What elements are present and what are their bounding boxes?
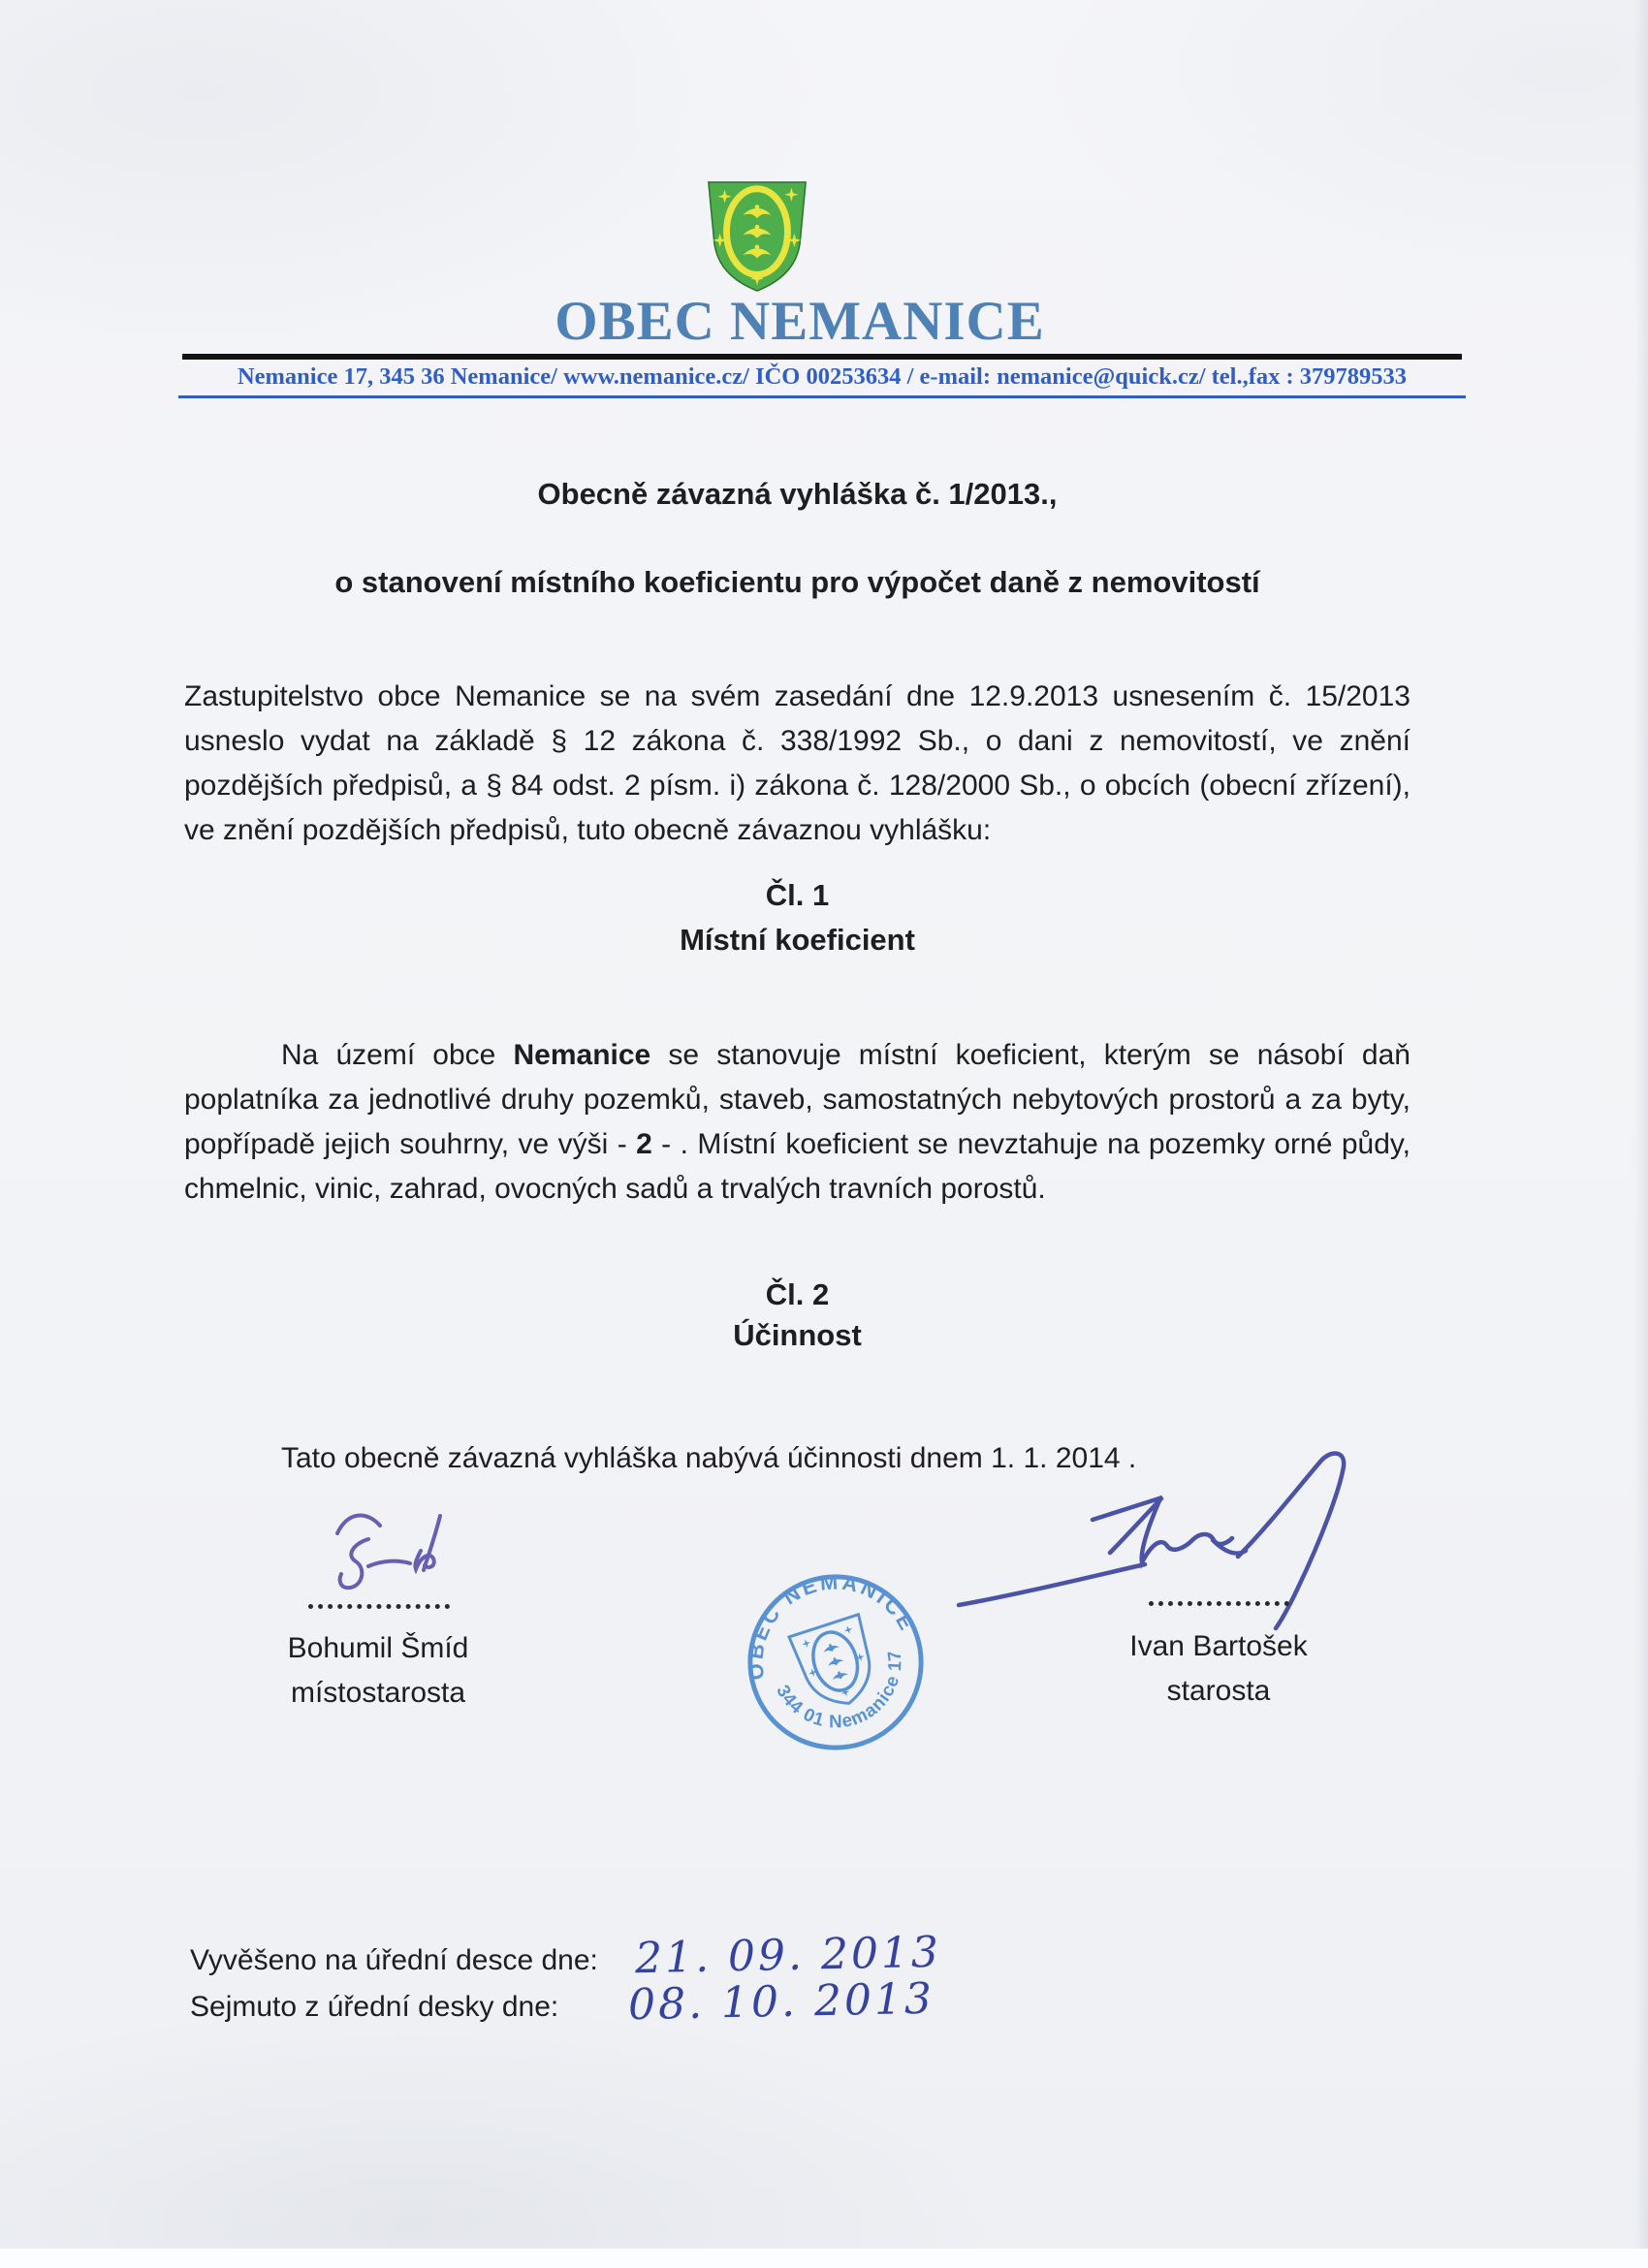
official-stamp-icon	[714, 1541, 956, 1782]
article-2-number: Čl. 2	[765, 1277, 830, 1311]
nemanice-coat-of-arms-icon	[700, 177, 814, 296]
signer-left-role: místostarosta	[290, 1677, 466, 1709]
contact-line: Nemanice 17, 345 36 Nemanice/ www.nemanice.cz/ IČO 00253634 / e-mail: nemanice@quick.cz/ tel.,fax : 379789533	[178, 363, 1466, 398]
signer-right-role: starosta	[1166, 1675, 1271, 1707]
document-title: Obecně závazná vyhláška č. 1/2013.,	[537, 477, 1058, 511]
article-2-body: Tato obecně závazná vyhláška nabývá účinnosti dnem 1. 1. 2014 .	[281, 1442, 1137, 1474]
article-1-body	[184, 1033, 1410, 1212]
article-2-heading: Účinnost	[733, 1318, 862, 1352]
removed-date-handwritten: 08. 10. 2013	[627, 1973, 935, 2031]
signer-right-name: Ivan Bartošek	[1129, 1630, 1308, 1662]
svg-text:344 01 Nemanice 17	[772, 1645, 923, 1749]
preamble-paragraph: Zastupitelstvo obce Nemanice se na svém zasedání dne 12.9.2013 usnesením č. 15/2013 usneslo vydat na základě § 12 zákona č. 338/1992 Sb., o dani z nemovitostí, ve znění pozdějších předpisů, a § 84 odst. 2 písm. i) zákona č. 128/2000 Sb., o obcích (obecní zřízení), ve znění pozdějších předpisů, tuto obecně závaznou vyhlášku:	[184, 680, 1410, 846]
removed-from-board-label: Sejmuto z úřední desky dne:	[190, 1991, 559, 2023]
article-1-number: Čl. 1	[765, 878, 830, 912]
signature-left-dotted-line	[308, 1604, 450, 1609]
signature-left-handwriting-icon	[312, 1504, 467, 1621]
article-1-bold-municipality: Nemanice	[513, 1039, 651, 1071]
stamp-top-text: OBEC NEMANICE	[743, 1569, 921, 1682]
signature-right-dotted-line	[1149, 1601, 1289, 1606]
header-divider	[182, 354, 1462, 360]
signature-right-handwriting-icon	[955, 1442, 1420, 1651]
stamp-bottom-text: 344 01 Nemanice 17	[773, 1649, 905, 1732]
signer-left-name: Bohumil Šmíd	[287, 1632, 469, 1664]
article-1-text-3: - . Místní koeficient se nevztahuje na pozemky orné půdy, chmelnic, vinic, zahrad, ovocných sadů a trvalých travních porostů.	[184, 1128, 1410, 1205]
article-1-bold-coefficient: 2	[636, 1128, 652, 1160]
article-1-heading: Místní koeficient	[680, 923, 915, 957]
article-1-text-2: se stanovuje místní koeficient, kterým se násobí daň poplatníka za jednotlivé druhy pozemků, staveb, samostatných nebytových prostorů a za byty, popřípadě jejich souhrny, ve výši -	[184, 1039, 1410, 1160]
scan-edge-shadow	[1634, 0, 1648, 2268]
posted-date-handwritten: 21. 09. 2013	[634, 1927, 942, 1984]
article-1-text-1: Na území obce	[281, 1039, 514, 1071]
org-name-heading: OBEC NEMANICE	[555, 291, 1045, 352]
posted-on-board-label: Vyvěšeno na úřední desce dne:	[190, 1944, 598, 1976]
document-subtitle: o stanovení místního koeficientu pro výpočet daně z nemovitostí	[334, 565, 1260, 599]
scanner-bottom-strip	[0, 2249, 1648, 2268]
